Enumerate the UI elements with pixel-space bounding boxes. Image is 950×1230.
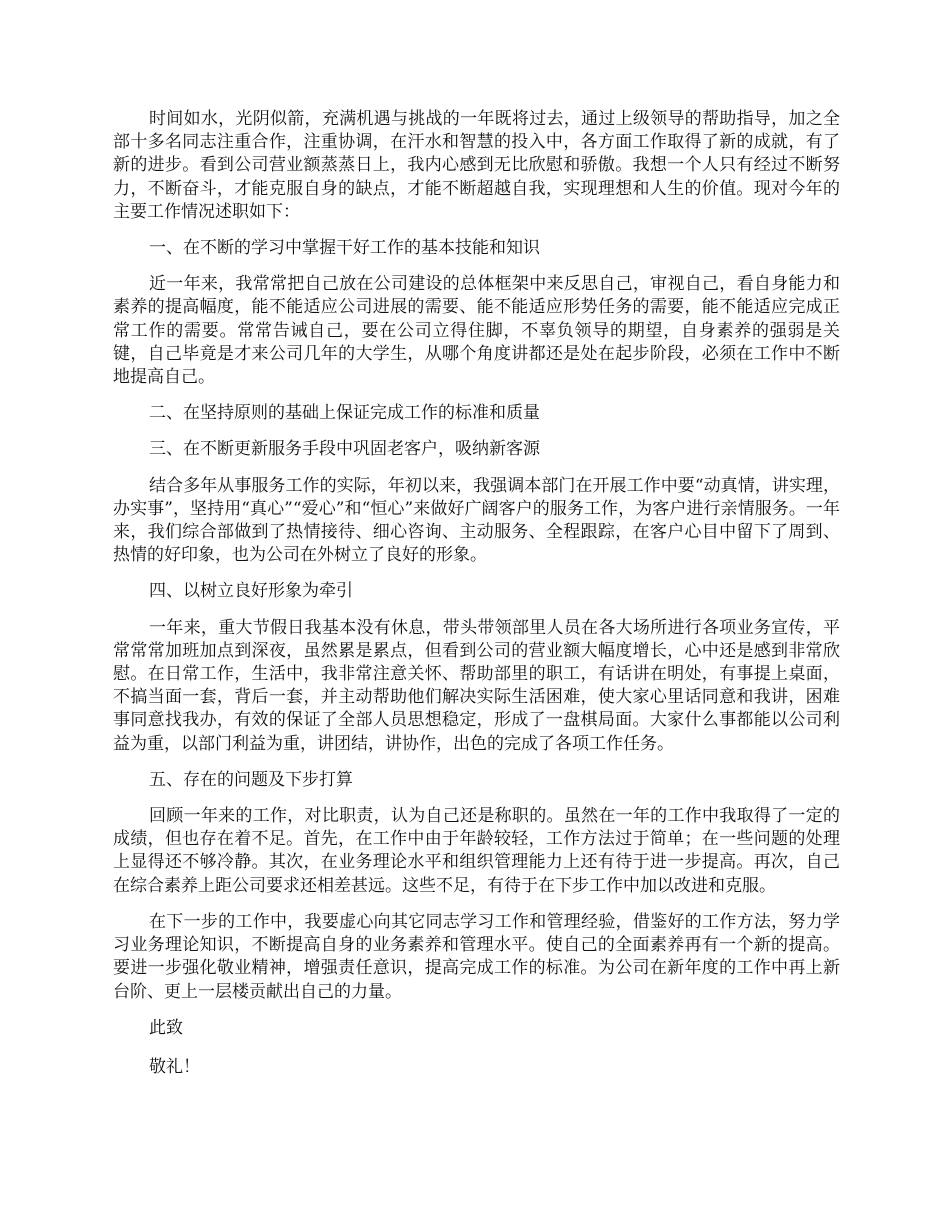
section-4-paragraph: 一年来，重大节假日我基本没有休息，带头带领部里人员在各大场所进行各项业务宣传，平常常常加班加点到深夜，虽然累是累点，但看到公司的营业额大幅度增长，心中还是感到非常欣慰。在日常工作，生活中，我非常注意关怀、帮助部里的职工，有话讲在明处，有事提上桌面，不搞当面一套，背后一套，并主动帮助他们解决实际生活困难，使大家心里话同意和我讲，困难事同意找我办，有效的保证了全部人员思想稳定，形成了一盘棋局面。大家什么事都能以公司利益为重，以部门利益为重，讲团结，讲协作，出色的完成了各项工作任务。 <box>113 617 840 754</box>
closing-salutation: 此致 <box>149 1017 183 1038</box>
document-body <box>113 108 840 1095</box>
section-5-paragraph-2: 在下一步的工作中，我要虚心向其它同志学习工作和管理经验，借鉴好的工作方法，努力学习业务理论知识，不断提高自身的业务素养和管理水平。使自己的全面素养再有一个新的提高。要进一步强化敬业精神，增强责任意识，提高完成工作的标准。为公司在新年度的工作中再上新台阶、更上一层楼贡献出自己的力量。 <box>113 911 840 1002</box>
section-5-paragraph-1: 回顾一年来的工作，对比职责，认为自己还是称职的。虽然在一年的工作中我取得了一定的成绩，但也存在着不足。首先，在工作中由于年龄较轻，工作方法过于简单；在一些问题的处理上显得还不够冷静。其次，在业务理论水平和组织管理能力上还有待于进一步提高。再次，自己在综合素养上距公司要求还相差甚远。这些不足，有待于在下步工作中加以改进和克服。 <box>113 806 840 896</box>
section-heading-2: 二、在坚持原则的基础上保证完成工作的标准和质量 <box>149 403 540 424</box>
section-heading-1: 一、在不断的学习中掌握干好工作的基本技能和知识 <box>149 238 540 259</box>
section-1-paragraph: 近一年来，我常常把自己放在公司建设的总体框架中来反思自己，审视自己，看自身能力和素养的提高幅度，能不能适应公司进展的需要、能不能适应形势任务的需要，能不能适应完成正常工作的需要。常常告诫自己，要在公司立得住脚，不辜负领导的期望，自身素养的强弱是关键，自己毕竟是才来公司几年的大学生，从哪个角度讲都还是处在起步阶段，必须在工作中不断地提高自己。 <box>113 274 840 388</box>
closing-regards: 敬礼！ <box>149 1056 200 1077</box>
intro-paragraph: 时间如水，光阴似箭，充满机遇与挑战的一年既将过去，通过上级领导的帮助指导，加之全部十多名同志注重合作，注重协调，在汗水和智慧的投入中，各方面工作取得了新的成就，有了新的进步。看到公司营业额蒸蒸日上，我内心感到无比欣慰和骄傲。我想一个人只有经过不断努力，不断奋斗，才能克服自身的缺点，才能不断超越自我，实现理想和人生的价值。现对今年的主要工作情况述职如下： <box>113 109 840 222</box>
section-3-paragraph: 结合多年从事服务工作的实际，年初以来，我强调本部门在开展工作中要“动真情，讲实理，办实事”，坚持用“真心”“爱心”和“恒心”来做好广阔客户的服务工作，为客户进行亲情服务。一年来，我们综合部做到了热情接待、细心咨询、主动服务、全程跟踪，在客户心目中留下了周到、热情的好印象，也为公司在外树立了良好的形象。 <box>113 475 840 566</box>
section-heading-5: 五、存在的问题及下步打算 <box>149 769 353 790</box>
section-heading-4: 四、以树立良好形象为牵引 <box>149 581 353 602</box>
section-heading-3: 三、在不断更新服务手段中巩固老客户，吸纳新客源 <box>149 439 540 460</box>
